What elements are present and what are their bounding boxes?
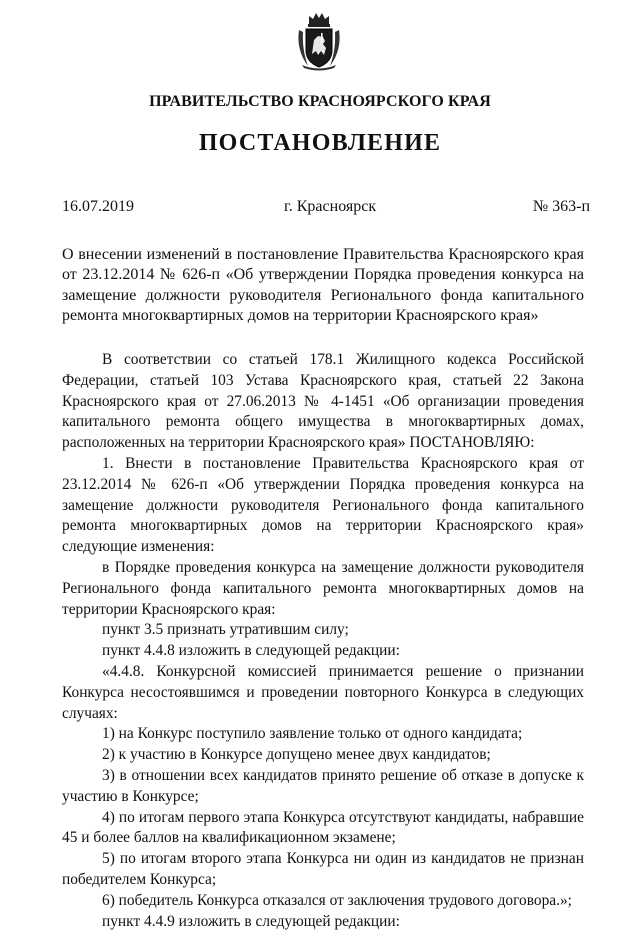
krasnoyarsk-coat-of-arms-icon	[294, 10, 344, 72]
item-1-paragraph: 1. Внести в постановление Правительства Красноярского края от 23.12.2014 № 626-п «Об утверждении Порядка проведения конкурса на замещение должности руководителя Регионального фонда капитального ремонта многоквартирных домов на территории Красноярского края» следующие изменения:	[62, 454, 584, 556]
case-4-item: 4) по итогам первого этапа Конкурса отсутствуют кандидаты, набравшие 45 и более баллов на квалификационном экзамене;	[62, 808, 584, 847]
document-city: г. Красноярск	[284, 198, 377, 215]
document-meta-row	[62, 198, 590, 218]
document-subject: О внесении изменений в постановление Правительства Красноярского края от 23.12.2014 № 626-п «Об утверждении Порядка проведения конкурса на замещение должности руководителя Регионального фонда капитального ремонта многоквартирных домов на территории Красноярского края»	[62, 246, 584, 325]
case-5-item: 5) по итогам второго этапа Конкурса ни один из кандидатов не признан победителем Конкурса;	[62, 850, 584, 888]
intro-paragraph: В соответствии со статьей 178.1 Жилищного кодекса Российской Федерации, статьей 103 Устава Красноярского края, статьей 22 Закона Красноярского края от 27.06.2013 № 4-1451 «Об организации проведения капитального ремонта общего имущества в многоквартирных домах, расположенных на территории Красноярского края» ПОСТАНОВЛЯЮ:	[62, 351, 584, 452]
case-2-item: 2) к участию в Конкурсе допущено менее двух кандидатов;	[102, 746, 491, 764]
document-number: № 363-п	[532, 198, 590, 215]
document-type-title: ПОСТАНОВЛЕНИЕ	[198, 130, 442, 156]
case-6-item: 6) победитель Конкурса отказался от заключения трудового договора.»;	[102, 891, 572, 909]
quote-4-4-8-paragraph: «4.4.8. Конкурсной комиссией принимается решение о признании Конкурса несостоявшимся и проведении повторного Конкурса в следующих случаях:	[62, 662, 584, 722]
point-4-4-9-intro: пункт 4.4.9 изложить в следующей редакции:	[102, 912, 400, 930]
order-intro-paragraph: в Порядке проведения конкурса на замещение должности руководителя Регионального фонда капитального ремонта многоквартирных домов на территории Красноярского края:	[62, 558, 584, 618]
point-4-4-8-intro: пункт 4.4.8 изложить в следующей редакции:	[102, 642, 400, 660]
point-3-5-paragraph: пункт 3.5 признать утратившим силу;	[102, 621, 349, 639]
organization-title: ПРАВИТЕЛЬСТВО КРАСНОЯРСКОГО КРАЯ	[149, 93, 491, 110]
document-body	[62, 350, 584, 932]
case-1-item: 1) на Конкурс поступило заявление только от одного кандидата;	[102, 725, 523, 743]
case-3-item: 3) в отношении всех кандидатов принято решение об отказе в допуске к участию в Конкурсе;	[62, 766, 584, 805]
document-date: 16.07.2019	[62, 198, 134, 215]
